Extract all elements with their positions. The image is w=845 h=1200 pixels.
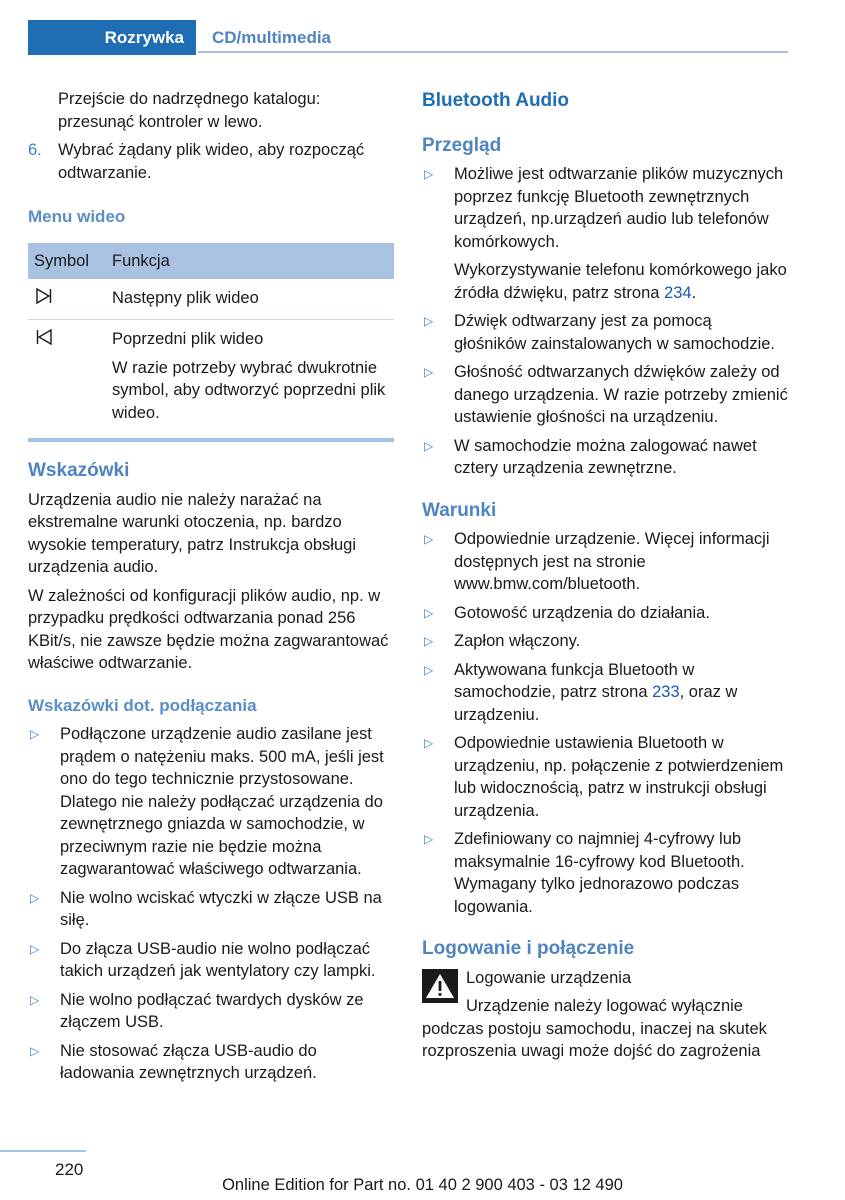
note-text: Wykorzystywanie telefonu komórkowego jako źródła dźwięku, patrz strona: [454, 261, 787, 302]
bullet-triangle-icon: ▷: [30, 992, 40, 1007]
requirements-heading: Warunki: [422, 499, 497, 521]
footer-rule: [0, 1150, 86, 1152]
page-link-233[interactable]: 233: [652, 683, 680, 701]
right-column: [422, 88, 788, 1063]
list-item: [422, 732, 788, 822]
tips-heading: Wskazówki: [28, 460, 130, 481]
tips-paragraph: W zależności od konfiguracji plików audio, np. w przypadku prędkości odtwarzania ponad 256 KBit/s, nie zawsze będzie można zagwarantować właściwe odtwarzanie.: [28, 586, 389, 672]
section-tab-cd-multimedia[interactable]: CD/multimedia: [198, 20, 788, 53]
bullet-triangle-icon: ▷: [30, 727, 40, 741]
bullet-triangle-icon: ▷: [424, 314, 434, 328]
list-item-text: Gotowość urządzenia do działania.: [454, 603, 710, 622]
list-item: [422, 828, 788, 918]
list-item-text: W samochodzie można zalogować nawet cztery urządzenia zewnętrzne.: [454, 436, 757, 477]
bullet-triangle-icon: ▷: [424, 736, 434, 750]
bullet-triangle-icon: ▷: [30, 1043, 40, 1058]
column-header-function: Funkcja: [112, 251, 170, 270]
bullet-triangle-icon: ▷: [30, 941, 40, 956]
bullet-triangle-icon: ▷: [424, 832, 434, 846]
overview-heading: Przegląd: [422, 134, 502, 156]
list-item: [28, 938, 394, 983]
list-item: [28, 887, 394, 932]
edition-footer: Online Edition for Part no. 01 40 2 900 403 - 03 12 490: [222, 1176, 623, 1194]
phone-source-note: Wykorzystywanie telefonu komórkowego jako źródła dźwięku, patrz strona 234.: [454, 261, 787, 302]
bullet-triangle-icon: ▷: [424, 365, 434, 379]
bullet-triangle-icon: ▷: [424, 662, 434, 677]
previous-file-note: W razie potrzeby wybrać dwukrotnie symbol, aby odtworzyć poprzedni plik wideo.: [112, 358, 386, 422]
warning-block: [422, 967, 788, 1018]
list-item-text: Nie wolno wciskać wtyczki w złącze USB na siłę.: [60, 888, 382, 929]
list-item: [28, 989, 394, 1034]
bullet-triangle-icon: ▷: [424, 605, 434, 620]
list-item: [422, 361, 788, 429]
step-6: [28, 139, 394, 184]
table-bottom-rule: [28, 438, 394, 442]
next-file-label: Następny plik wideo: [106, 279, 394, 320]
left-column: [28, 88, 394, 1091]
list-item: [422, 659, 788, 727]
list-item-text: Dźwięk odtwarzany jest za pomocą głośników zainstalowanych w samochodzie.: [454, 312, 775, 353]
text-part: , oraz w urządzeniu.: [454, 683, 738, 724]
bullet-triangle-icon: ▷: [30, 890, 40, 905]
page-link-234[interactable]: 234: [664, 283, 692, 302]
previous-file-cell: [106, 320, 394, 433]
list-item: [28, 1040, 394, 1085]
list-item: [422, 310, 788, 355]
list-item-text: Nie stosować złącza USB-audio do ładowania zewnętrznych urządzeń.: [60, 1041, 317, 1082]
bullet-triangle-icon: ▷: [424, 634, 434, 648]
bullet-triangle-icon: ▷: [424, 167, 434, 181]
connection-tips-heading: Wskazówki dot. podłączania: [28, 695, 257, 715]
warning-title: Logowanie urządzenia: [466, 968, 632, 987]
list-item-text: Nie wolno podłączać twardych dysków ze złączem USB.: [60, 990, 364, 1031]
tips-paragraph: Urządzenia audio nie należy narażać na ekstremalne warunki otoczenia, np. bardzo wysokie temperatury, patrz Instrukcja obsługi urządzenia audio.: [28, 490, 356, 576]
list-item-text: Podłączone urządzenie audio zasilane jest prądem o natężeniu maks. 500 mA, jeśli jest ono do tego technicznie przystosowane. Dlatego nie należy podłączać urządzenia do zewnętrznego gniazda w samochodzie, w przeciwnym razie nie będzie można zagwarantować właściwego odtwarzania.: [60, 725, 384, 878]
list-item: [422, 163, 788, 304]
warning-icon: [422, 969, 458, 1003]
bullet-triangle-icon: ▷: [424, 532, 434, 546]
list-item-text: Do złącza USB-audio nie wolno podłączać takich urządzeń jak wentylatory czy lampki.: [60, 939, 376, 980]
menu-video-heading: Menu wideo: [28, 207, 126, 226]
list-item-text: Odpowiednie ustawienia Bluetooth w urządzeniu, np. połączenie z potwierdzeniem lub widocznością, patrz w instrukcji obsługi urządzenia.: [454, 734, 784, 820]
table-row: [28, 320, 394, 433]
list-item: [422, 630, 788, 653]
bluetooth-audio-title: Bluetooth Audio: [422, 90, 570, 111]
list-item: [422, 435, 788, 480]
step-number: 6.: [28, 141, 42, 159]
column-header-symbol: Symbol: [34, 251, 90, 270]
chapter-tab-rozrywka[interactable]: Rozrywka: [28, 20, 196, 55]
login-connection-heading: Logowanie i połączenie: [422, 938, 635, 959]
table-header-row: [28, 243, 394, 279]
next-track-icon: [28, 279, 106, 320]
previous-file-label: Poprzedni plik wideo: [112, 330, 264, 348]
table-row: [28, 279, 394, 320]
list-item-text: [454, 659, 788, 727]
chapter-header: [0, 20, 845, 55]
warning-text-continued: podczas postoju samochodu, inaczej na skutek rozproszenia uwagi może dojść do zagrożenia: [422, 1019, 767, 1060]
list-item: [28, 723, 394, 881]
page-number: 220: [55, 1160, 84, 1179]
previous-track-icon: [28, 320, 106, 433]
list-item-text: Zapłon włączony.: [454, 632, 581, 650]
text-part: Aktywowana funkcja Bluetooth w samochodzie, patrz strona: [454, 660, 695, 701]
list-item-text: Głośność odtwarzanych dźwięków zależy od danego urządzenia. W razie potrzeby zmienić ustawienie głośności na urządzeniu.: [454, 363, 788, 426]
list-item-text: Odpowiednie urządzenie. Więcej informacji dostępnych jest na stronie www.bmw.com/bluetooth.: [454, 530, 770, 593]
list-item: [422, 602, 788, 625]
bullet-triangle-icon: ▷: [424, 438, 434, 453]
list-item-text: Zdefiniowany co najmniej 4-cyfrowy lub maksymalnie 16-cyfrowy kod Bluetooth. Wymagany tylko jednorazowo podczas logowania.: [454, 830, 745, 916]
list-item-text: Możliwe jest odtwarzanie plików muzycznych poprzez funkcję Bluetooth zewnętrznych urządzeń, np.urządzeń audio lub telefonów komórkowych.: [454, 165, 784, 251]
video-menu-table: [28, 243, 394, 433]
warning-text-line: Urządzenie należy logować wyłącznie: [466, 997, 743, 1015]
intro-text: Przejście do nadrzędnego katalogu: przesunąć kontroler w lewo.: [58, 90, 321, 131]
list-item: [422, 528, 788, 596]
step-text: Wybrać żądany plik wideo, aby rozpocząć odtwarzanie.: [58, 141, 365, 182]
